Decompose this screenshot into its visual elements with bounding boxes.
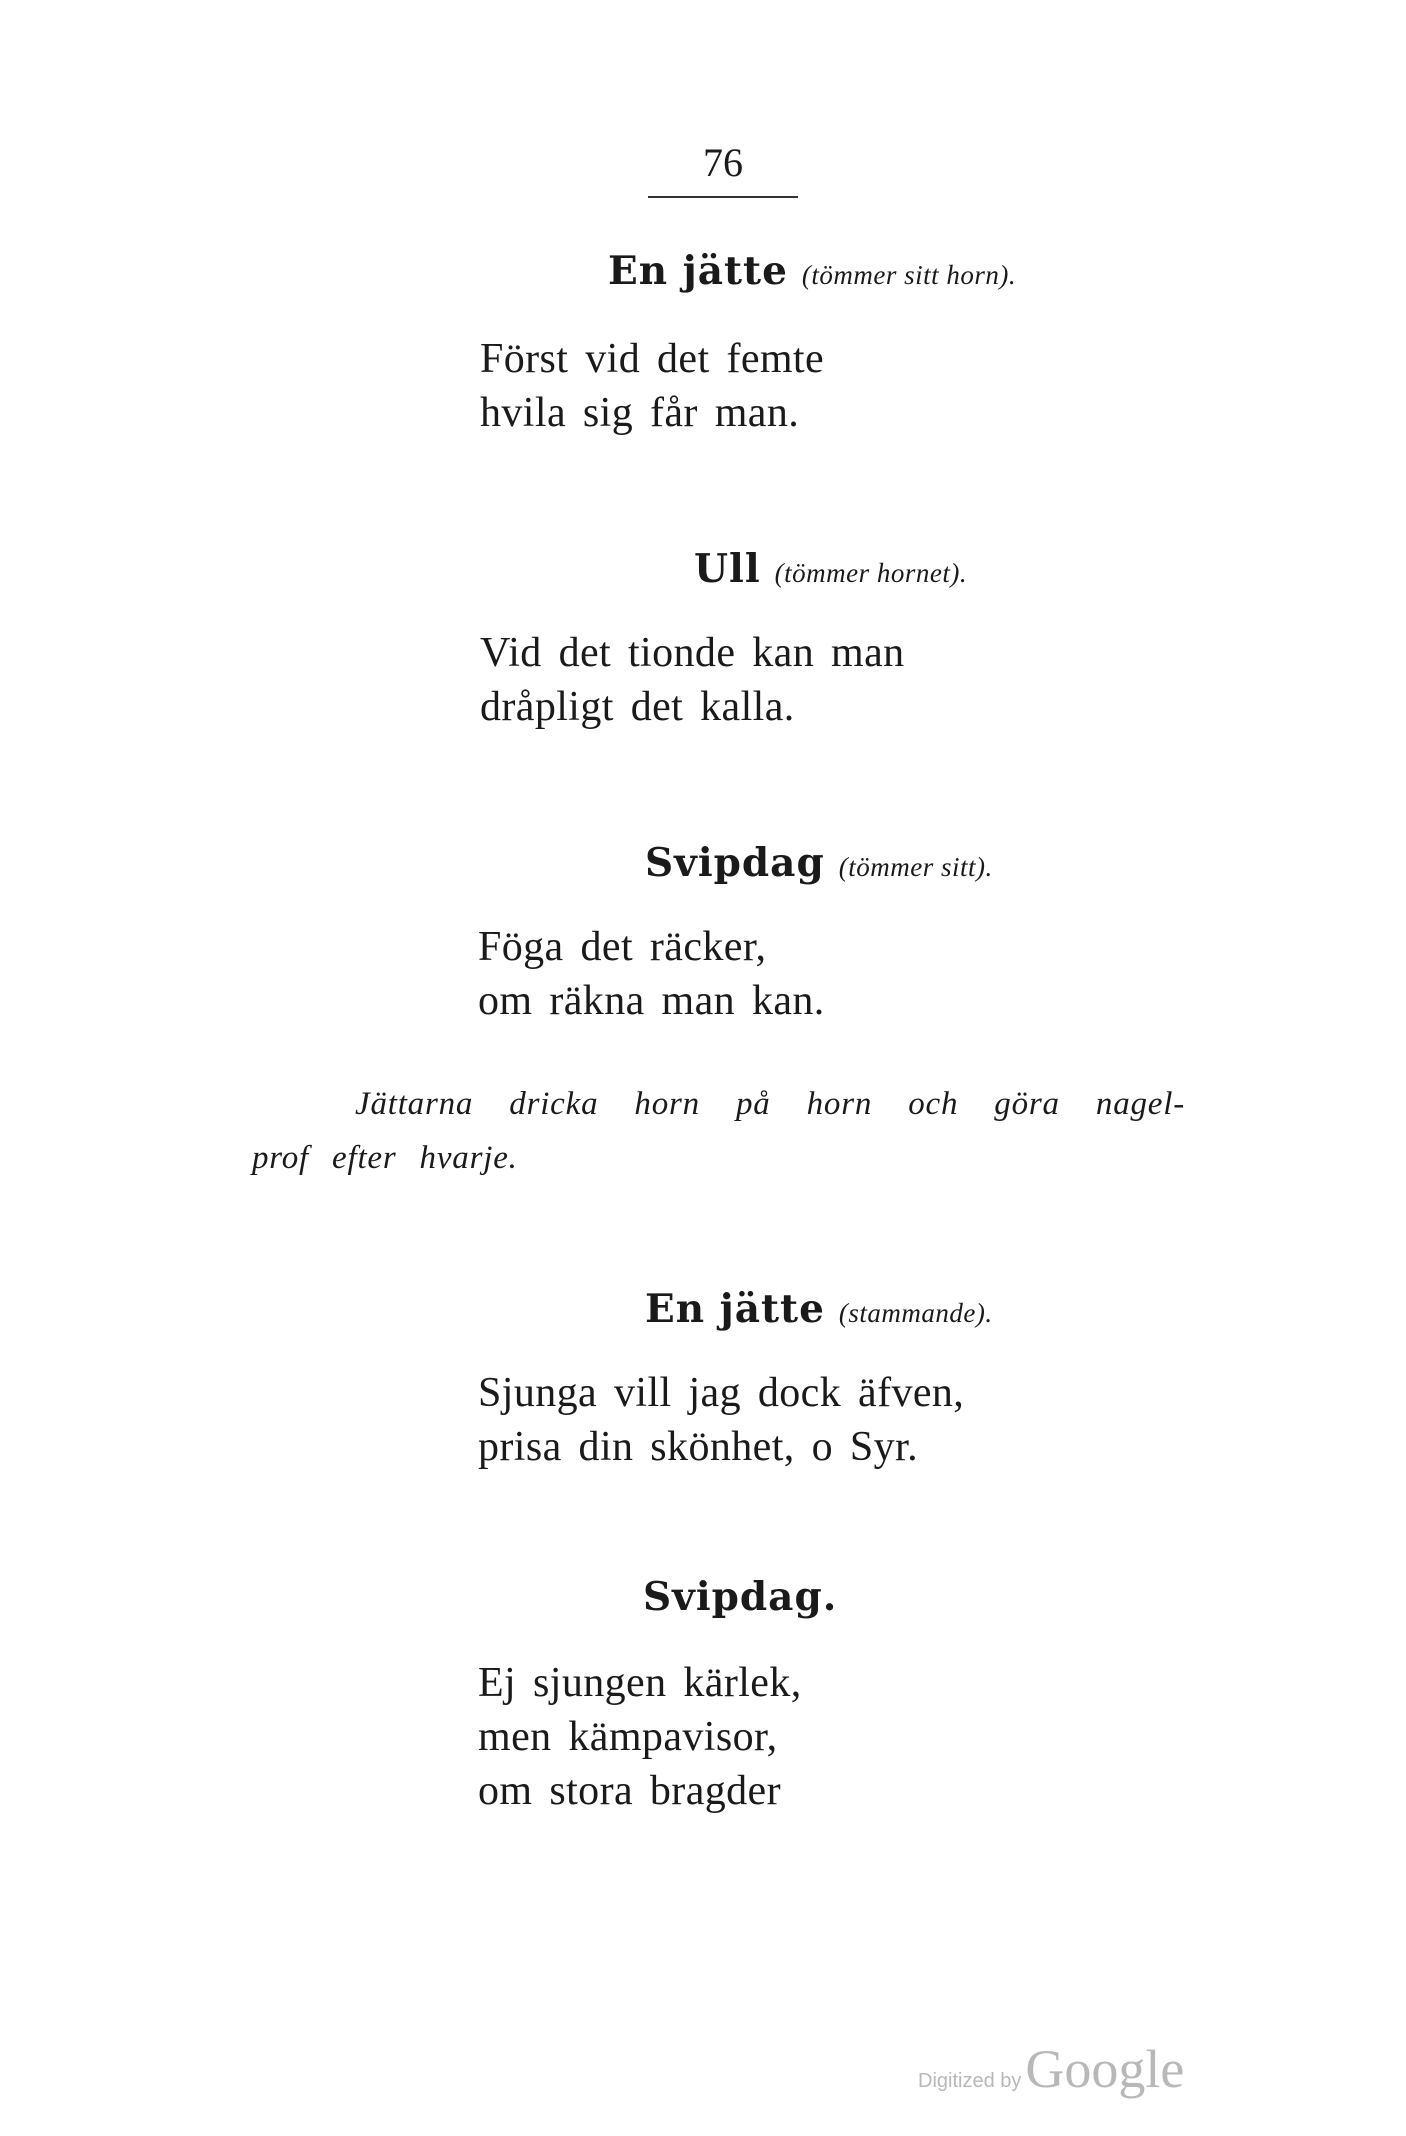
watermark-brand: Google [1025, 2039, 1185, 2099]
speaker-name: En jätte [645, 1286, 825, 1332]
verse-line: hvila sig får man. [480, 390, 800, 436]
verse-line: Ej sjungen kärlek, [478, 1660, 802, 1706]
stage-direction-inline: (tömmer hornet). [774, 558, 968, 588]
verse-line: om räkna man kan. [478, 978, 825, 1024]
speaker-heading [643, 1574, 837, 1620]
verse-line: Först vid det femte [480, 336, 825, 382]
verse-lines [478, 1366, 964, 1474]
verse-lines [478, 1656, 802, 1818]
stage-direction-paragraph [252, 1077, 1185, 1185]
verse-lines [480, 332, 824, 440]
speaker-name: Svipdag. [643, 1574, 838, 1620]
page-number: 76 [703, 140, 743, 185]
verse-lines [478, 920, 825, 1028]
verse-line: Sjunga vill jag dock äfven, [478, 1370, 965, 1416]
digitized-watermark [918, 2038, 1184, 2100]
speaker-heading [645, 1286, 993, 1332]
stage-direction-line: Jättarna dricka horn på horn och göra nagel- [355, 1086, 1185, 1122]
verse-line: dråpligt det kalla. [480, 684, 795, 730]
verse-line: Föga det räcker, [478, 924, 767, 970]
verse-lines [480, 626, 905, 734]
speaker-name: Ull [694, 546, 761, 592]
verse-line: om stora bragder [478, 1768, 781, 1814]
stage-direction-inline: (stammande). [838, 1298, 993, 1328]
speaker-heading [608, 248, 1016, 294]
stage-direction-line: prof efter hvarje. [252, 1140, 518, 1176]
verse-line: men kämpavisor, [478, 1714, 778, 1760]
speaker-name: En jätte [608, 248, 788, 294]
speaker-heading [645, 840, 993, 886]
stage-direction-inline: (tömmer sitt). [838, 852, 993, 882]
verse-line: Vid det tionde kan man [480, 630, 905, 676]
page-number-rule [648, 196, 798, 198]
verse-line: prisa din skönhet, o Syr. [478, 1424, 918, 1470]
speaker-name: Svipdag [645, 840, 825, 886]
watermark-prefix: Digitized by [918, 2070, 1022, 2092]
speaker-heading [694, 546, 967, 592]
stage-direction-inline: (tömmer sitt horn). [801, 260, 1017, 290]
